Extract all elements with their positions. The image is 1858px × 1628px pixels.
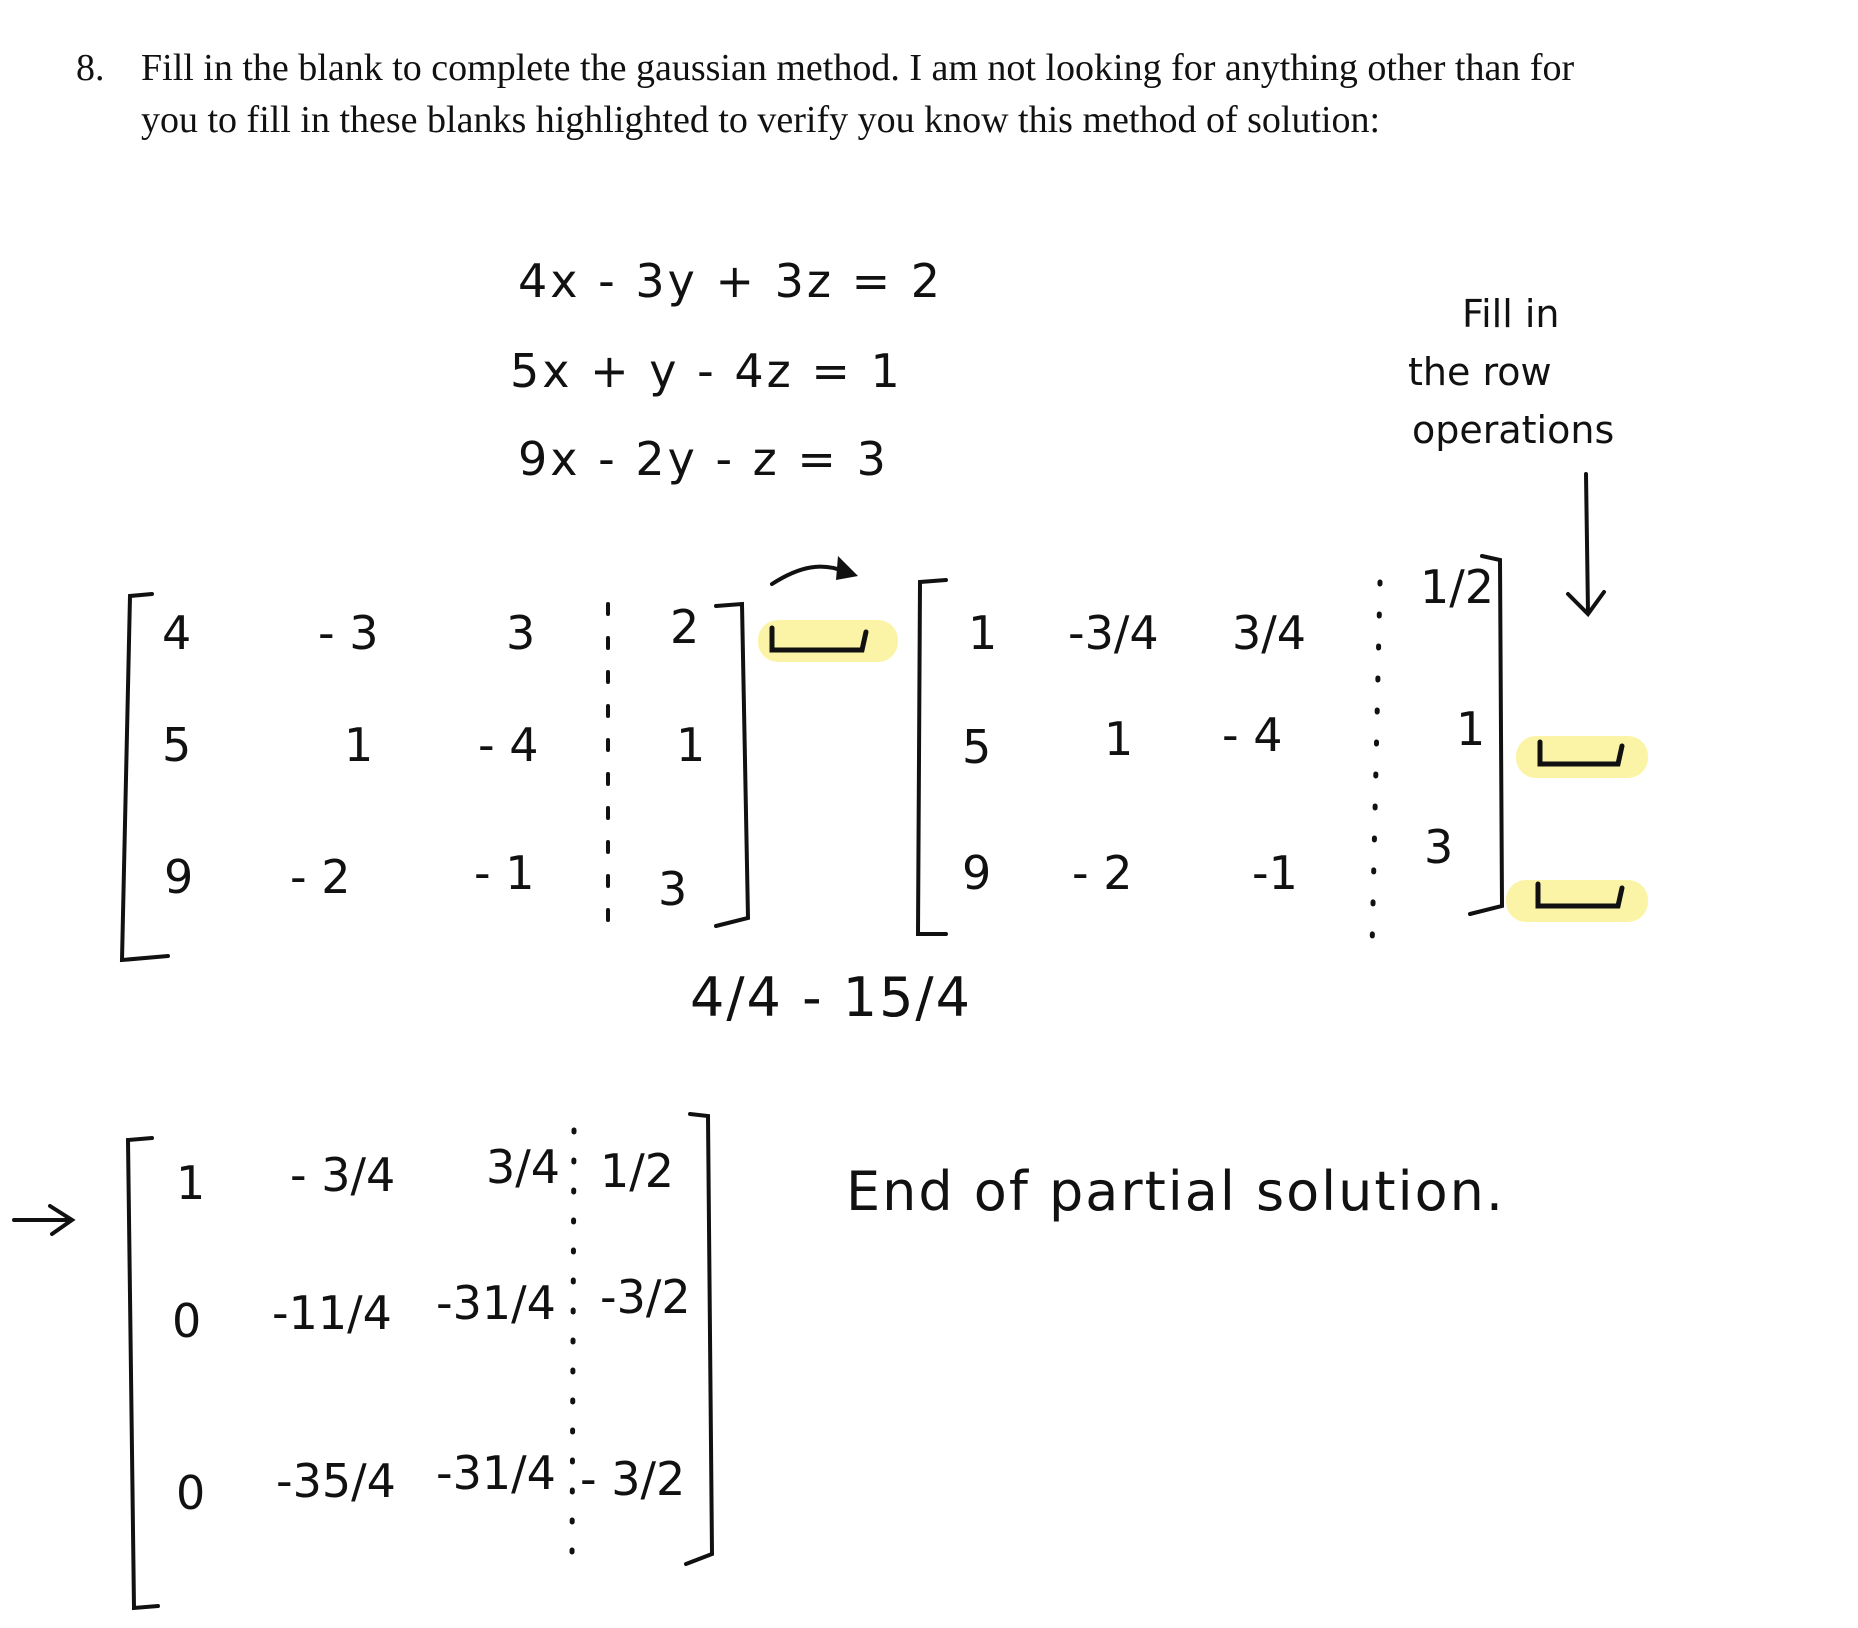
matrix-c-cell: -31/4 (436, 1276, 556, 1330)
matrix-b-cell: - 4 (1222, 708, 1283, 762)
matrix-a-cell: - 4 (478, 718, 539, 772)
highlighted-blank-3[interactable] (1506, 880, 1648, 922)
matrix-a-right-bracket (716, 604, 748, 926)
matrix-a-cell: 4 (162, 606, 192, 660)
side-note-line-3: operations (1412, 408, 1615, 452)
matrix-b-cell: 1 (1104, 712, 1134, 766)
matrix-c-cell: 1/2 (600, 1144, 675, 1198)
matrix-b-cell: 1 (1456, 702, 1486, 756)
matrix-a-cell: - 1 (474, 846, 535, 900)
matrix-c-cell: - 3/4 (290, 1148, 396, 1202)
matrix-c-cell: - 3/2 (580, 1452, 686, 1506)
matrix-c-separator (572, 1130, 574, 1560)
matrix-c-cell: 0 (172, 1294, 202, 1348)
matrix-a-cell: 1 (676, 718, 706, 772)
matrix-c-cell: 3/4 (486, 1140, 561, 1194)
matrix-a-cell: - 3 (318, 606, 379, 660)
matrix-c-cell: -3/2 (600, 1270, 691, 1324)
highlighted-blank-2[interactable] (1516, 736, 1648, 778)
matrix-c-left-bracket (128, 1138, 158, 1608)
matrix-b-separator (1372, 582, 1380, 950)
equation-3: 9x - 2y - z = 3 (518, 432, 889, 486)
question-text-line-2: you to fill in these blanks highlighted to verify you know this method of solution: (141, 99, 1381, 141)
matrix-c-cell: 0 (176, 1466, 206, 1520)
transition-arrow-icon (772, 567, 846, 584)
matrix-a-cell: 1 (344, 718, 374, 772)
matrix-b-cell: 5 (962, 720, 992, 774)
matrix-c-right-bracket (686, 1114, 712, 1564)
matrix-a-cell: 3 (506, 606, 536, 660)
matrix-b-left-bracket (918, 580, 946, 934)
matrix-c-cell: -31/4 (436, 1446, 556, 1500)
matrix-b-cell: 9 (962, 846, 992, 900)
matrix-b-cell: 1 (968, 606, 998, 660)
matrix-a-cell: 5 (162, 718, 192, 772)
matrix-b-cell: 3 (1424, 820, 1454, 874)
highlighted-blank-1[interactable] (758, 620, 898, 662)
equation-2: 5x + y - 4z = 1 (510, 344, 903, 398)
matrix-b-cell: -3/4 (1068, 606, 1159, 660)
end-of-solution-text: End of partial solution. (846, 1160, 1506, 1223)
matrix-a-cell: 9 (164, 850, 194, 904)
matrix-c-cell: -11/4 (272, 1286, 392, 1340)
equation-1: 4x - 3y + 3z = 2 (518, 254, 944, 308)
down-arrow-icon (1586, 474, 1588, 612)
matrix-a-cell: - 2 (290, 850, 351, 904)
question-number: 8. (76, 47, 105, 89)
matrix-c-cell: 1 (176, 1156, 206, 1210)
matrix-a-cell: 3 (658, 862, 688, 916)
question-text-line-1: Fill in the blank to complete the gaussian method. I am not looking for anything other than for (141, 47, 1575, 89)
calculation-note: 4/4 - 15/4 (690, 966, 972, 1029)
matrix-b-cell: 1/2 (1420, 560, 1495, 614)
matrix-c-cell: -35/4 (276, 1454, 396, 1508)
matrix-b-cell: -1 (1252, 846, 1298, 900)
matrix-b-cell: - 2 (1072, 846, 1133, 900)
matrix-a-cell: 2 (670, 600, 700, 654)
side-note-line-1: Fill in (1462, 292, 1560, 336)
matrix-b-cell: 3/4 (1232, 606, 1307, 660)
side-note-line-2: the row (1408, 350, 1552, 394)
